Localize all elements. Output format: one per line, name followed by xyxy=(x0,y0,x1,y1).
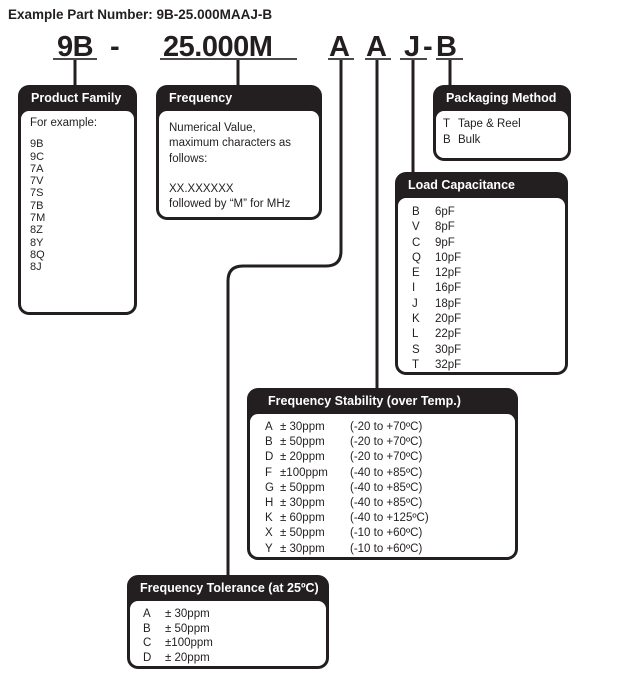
product-family-item: 7B xyxy=(30,199,44,212)
frequency-tolerance-row xyxy=(143,651,326,666)
frequency-stability-row xyxy=(265,496,515,511)
pn-tolerance: A xyxy=(329,31,350,63)
product-family-item: 8Y xyxy=(30,236,44,249)
load-capacitance-code: L xyxy=(412,328,419,341)
load-capacitance-code: V xyxy=(412,221,420,234)
product-family-item: 7M xyxy=(30,212,46,225)
frequency-stability-row xyxy=(265,526,515,541)
pn-product-family: 9B xyxy=(57,31,94,63)
stability-temp-range: (-20 to +70ºC) xyxy=(350,421,423,433)
frequency-tolerance-row xyxy=(143,607,326,622)
frequency-stability-row xyxy=(265,542,515,557)
stability-temp-range: (-40 to +125ºC) xyxy=(350,512,429,525)
stability-value: ± 50ppm xyxy=(280,481,325,494)
load-capacitance-value: 8pF xyxy=(435,221,455,234)
tolerance-value: ± 30ppm xyxy=(165,608,210,620)
frequency-text-line: Numerical Value, xyxy=(169,122,256,134)
load-capacitance-value: 6pF xyxy=(435,206,455,218)
packaging-row xyxy=(443,116,568,132)
frequency-tolerance-body xyxy=(130,601,326,666)
page-title: Example Part Number: 9B-25.000MAAJ-B xyxy=(8,7,273,22)
frequency-stability-row xyxy=(265,481,515,496)
load-capacitance-code: T xyxy=(412,358,420,371)
stability-code: H xyxy=(265,497,274,510)
load-capacitance-value: 12pF xyxy=(435,267,462,280)
frequency-stability-row xyxy=(265,435,515,450)
load-capacitance-code: E xyxy=(412,267,420,280)
packaging-value: Tape & Reel xyxy=(458,118,521,130)
load-capacitance-value: 10pF xyxy=(435,251,462,264)
tolerance-code: A xyxy=(143,608,151,620)
packaging-method-header: Packaging Method xyxy=(446,91,557,105)
tolerance-value: ± 20ppm xyxy=(165,652,210,665)
load-capacitance-row xyxy=(412,266,565,281)
load-capacitance-value: 16pF xyxy=(435,282,462,295)
stability-value: ± 30ppm xyxy=(280,421,325,433)
load-capacitance-value: 22pF xyxy=(435,328,462,341)
product-family-item: 8Q xyxy=(30,248,45,261)
stability-value: ±100ppm xyxy=(280,466,328,479)
load-capacitance-row xyxy=(412,343,565,358)
tolerance-code: B xyxy=(143,622,151,635)
product-family-item: 7V xyxy=(30,175,44,188)
stability-temp-range: (-40 to +85ºC) xyxy=(350,481,423,494)
product-family-header: Product Family xyxy=(31,91,122,105)
stability-temp-range: (-40 to +85ºC) xyxy=(350,466,423,479)
stability-temp-range: (-20 to +70ºC) xyxy=(350,451,423,464)
frequency-header: Frequency xyxy=(169,91,233,105)
stability-code: A xyxy=(265,421,273,433)
frequency-text-line: follows: xyxy=(169,152,208,165)
stability-value: ± 60ppm xyxy=(280,512,325,525)
stability-code: K xyxy=(265,512,273,525)
pn-separator-2: - xyxy=(423,31,433,63)
stability-code: G xyxy=(265,481,274,494)
load-capacitance-box xyxy=(395,172,568,375)
load-capacitance-row xyxy=(412,251,565,266)
frequency-stability-row xyxy=(265,420,515,435)
pn-stability: A xyxy=(366,31,387,63)
product-family-item: 8Z xyxy=(30,224,43,237)
load-capacitance-value: 20pF xyxy=(435,313,462,326)
packaging-code: T xyxy=(443,118,451,130)
product-family-list xyxy=(30,138,134,273)
stability-value: ± 50ppm xyxy=(280,527,325,540)
load-capacitance-row xyxy=(412,297,565,312)
stability-value: ± 30ppm xyxy=(280,542,325,555)
frequency-tolerance-row xyxy=(143,636,326,651)
frequency-text-line: maximum characters as xyxy=(169,137,292,150)
frequency-tolerance-header: Frequency Tolerance (at 25ºC) xyxy=(140,581,319,595)
packaging-method-box xyxy=(433,85,571,161)
product-family-item: 7S xyxy=(30,187,44,200)
frequency-tolerance-box xyxy=(127,575,329,669)
frequency-stability-body xyxy=(250,414,515,557)
pn-load-capacitance: J xyxy=(404,31,420,63)
tolerance-value: ±100ppm xyxy=(165,637,213,650)
load-capacitance-code: C xyxy=(412,236,421,249)
load-capacitance-body xyxy=(398,198,565,372)
product-family-note: For example: xyxy=(30,117,98,129)
packaging-method-body xyxy=(436,111,568,158)
frequency-stability-box xyxy=(247,388,518,560)
stability-value: ± 30ppm xyxy=(280,497,325,510)
frequency-text-line: XX.XXXXXX xyxy=(169,183,234,196)
stability-code: Y xyxy=(265,542,273,555)
product-family-item: 9C xyxy=(30,150,45,163)
product-family-box xyxy=(18,85,137,315)
packaging-row xyxy=(443,132,568,148)
tolerance-code: D xyxy=(143,652,152,665)
load-capacitance-code: S xyxy=(412,343,420,356)
stability-temp-range: (-10 to +60ºC) xyxy=(350,527,423,540)
load-capacitance-value: 32pF xyxy=(435,358,462,371)
load-capacitance-header: Load Capacitance xyxy=(408,178,515,192)
load-capacitance-row xyxy=(412,312,565,327)
load-capacitance-code: I xyxy=(412,282,416,295)
load-capacitance-row xyxy=(412,327,565,342)
product-family-item: 8J xyxy=(30,261,42,274)
frequency-stability-row xyxy=(265,450,515,465)
frequency-stability-row xyxy=(265,466,515,481)
stability-code: F xyxy=(265,466,273,479)
frequency-stability-row xyxy=(265,511,515,526)
frequency-text-line: followed by “M” for MHz xyxy=(169,198,291,211)
frequency-body xyxy=(159,111,319,217)
load-capacitance-row xyxy=(412,220,565,235)
stability-temp-range: (-10 to +60ºC) xyxy=(350,542,423,555)
stability-temp-range: (-40 to +85ºC) xyxy=(350,497,423,510)
load-capacitance-row xyxy=(412,205,565,220)
pn-separator-1: - xyxy=(110,31,120,63)
load-capacitance-code: K xyxy=(412,313,420,326)
packaging-value: Bulk xyxy=(458,134,481,146)
stability-temp-range: (-20 to +70ºC) xyxy=(350,436,423,449)
load-capacitance-code: B xyxy=(412,206,420,218)
frequency-stability-header: Frequency Stability (over Temp.) xyxy=(268,394,461,408)
load-capacitance-row xyxy=(412,236,565,251)
tolerance-code: C xyxy=(143,637,152,650)
stability-value: ± 50ppm xyxy=(280,436,325,449)
load-capacitance-code: J xyxy=(412,297,418,310)
load-capacitance-value: 18pF xyxy=(435,297,462,310)
product-family-item: 7A xyxy=(30,162,44,175)
product-family-body xyxy=(21,111,134,312)
product-family-item: 9B xyxy=(30,138,44,151)
load-capacitance-value: 9pF xyxy=(435,236,455,249)
tolerance-value: ± 50ppm xyxy=(165,622,210,635)
load-capacitance-row xyxy=(412,281,565,296)
stability-code: B xyxy=(265,436,273,449)
load-capacitance-row xyxy=(412,358,565,372)
load-capacitance-code: Q xyxy=(412,251,421,264)
pn-packaging: B xyxy=(436,31,457,63)
frequency-text-line xyxy=(169,167,319,182)
pn-frequency: 25.000M xyxy=(163,31,273,63)
frequency-tolerance-row xyxy=(143,622,326,637)
frequency-box xyxy=(156,85,322,220)
packaging-code: B xyxy=(443,134,451,146)
load-capacitance-value: 30pF xyxy=(435,343,462,356)
stability-value: ± 20ppm xyxy=(280,451,325,464)
stability-code: D xyxy=(265,451,274,464)
stability-code: X xyxy=(265,527,273,540)
